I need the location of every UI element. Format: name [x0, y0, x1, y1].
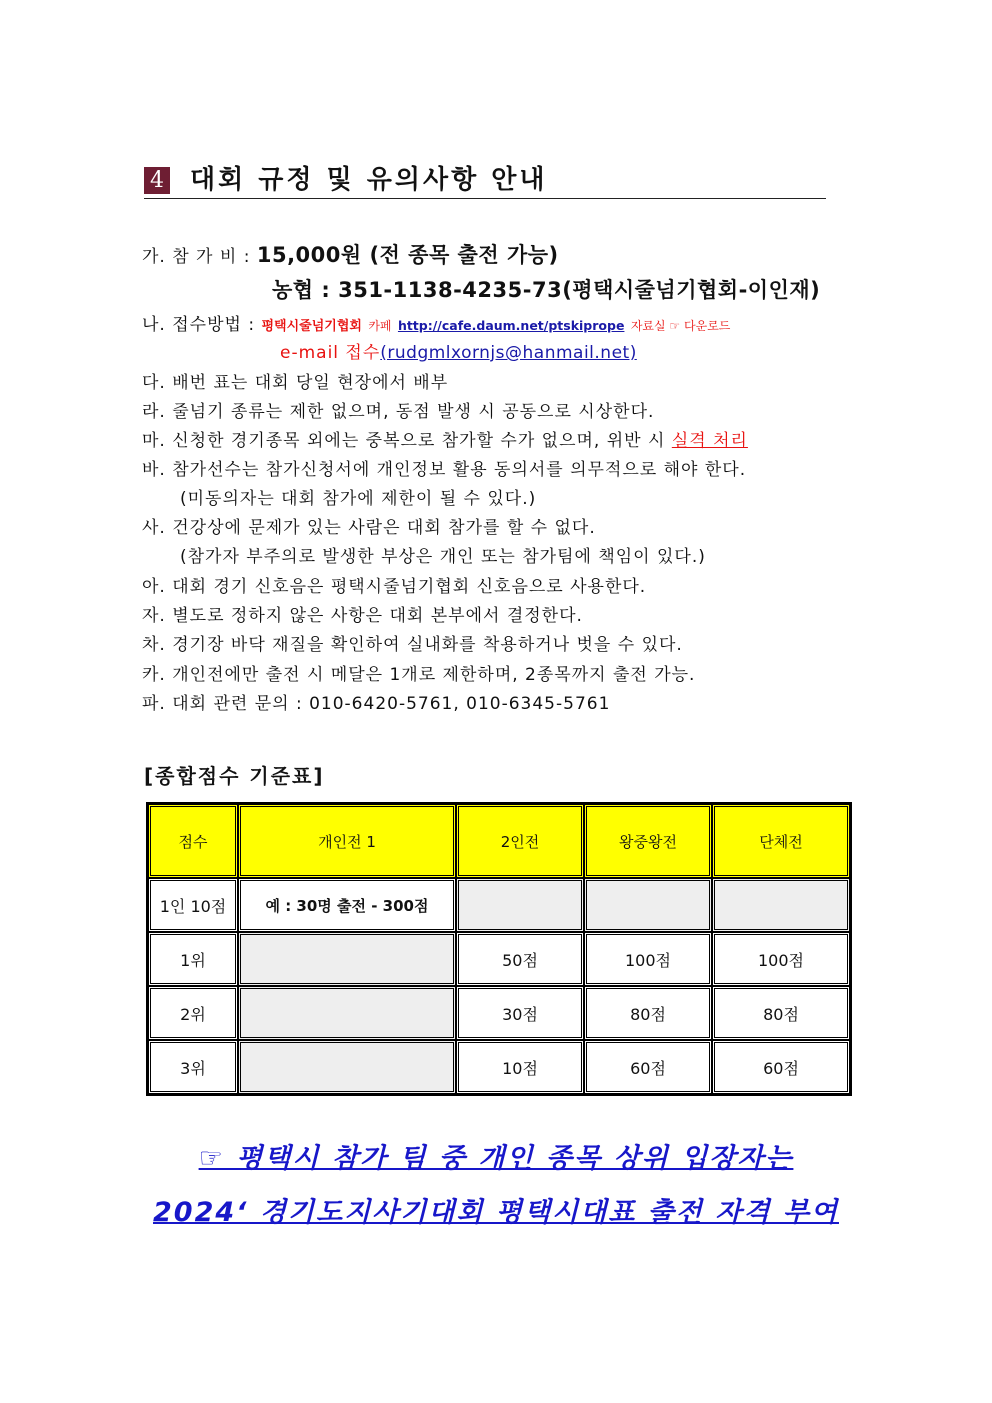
table-cell: 80점: [712, 986, 850, 1040]
table-cell: [238, 986, 456, 1040]
item-ma: [142, 430, 748, 452]
table-cell: 30점: [456, 986, 584, 1040]
email-label: e-mail 접수: [280, 343, 381, 363]
header-cell: 점수: [148, 804, 238, 878]
table-cell: [712, 878, 850, 932]
org-name: 평택시줄넘기협회: [261, 319, 362, 334]
table-cell: 10점: [456, 1040, 584, 1094]
item-ka: 카. 개인전에만 출전 시 메달은 1개로 제한하며, 2종목까지 출전 가능.: [142, 665, 696, 685]
table-cell: 60점: [712, 1040, 850, 1094]
bank-account: 농협 : 351-1138-4235-73(평택시줄넘기협회-이인재): [272, 278, 821, 302]
item-pa: 파. 대회 관련 문의 : 010-6420-5761, 010-6345-5761: [142, 694, 611, 714]
table-cell: [584, 878, 712, 932]
email-link[interactable]: (rudgmlxornjs@hanmail.net): [380, 343, 637, 363]
header-cell: 단체전: [712, 804, 850, 878]
score-table-title: [종합점수 기준표]: [144, 764, 325, 788]
section-header: [144, 164, 826, 199]
header-cell: 개인전 1: [238, 804, 456, 878]
table-cell: 1인 10점: [148, 878, 238, 932]
section-title: 대회 규정 및 유의사항 안내: [190, 165, 548, 195]
item-ba-note: (미동의자는 대회 참가에 제한이 될 수 있다.): [180, 489, 537, 509]
section-number-badge: 4: [144, 167, 170, 194]
table-row: [148, 1040, 850, 1094]
item-na-label: 나. 접수방법 :: [142, 315, 256, 335]
cafe-label: 카페: [368, 319, 392, 333]
item-sa-note: (참가자 부주의로 발생한 부상은 개인 또는 참가팀에 책임이 있다.): [180, 547, 706, 567]
header-cell: 2인전: [456, 804, 584, 878]
table-cell: 50점: [456, 932, 584, 986]
table-row: [148, 932, 850, 986]
download-note: 자료실 ☞ 다운로드: [630, 319, 731, 333]
table-cell: [238, 932, 456, 986]
item-ra: 라. 줄넘기 종류는 제한 없으며, 동점 발생 시 공동으로 시상한다.: [142, 402, 655, 422]
item-ga-label: 가. 참 가 비 :: [142, 247, 251, 267]
table-cell: 3위: [148, 1040, 238, 1094]
footer-line-1: [0, 1136, 992, 1175]
table-cell: [456, 878, 584, 932]
table-cell: 60점: [584, 1040, 712, 1094]
header-cell: 왕중왕전: [584, 804, 712, 878]
item-na: [142, 314, 730, 338]
item-ga-bank: [272, 279, 820, 303]
item-cha: 차. 경기장 바닥 재질을 확인하여 실내화를 착용하거나 벗을 수 있다.: [142, 635, 683, 655]
table-cell: 1위: [148, 932, 238, 986]
table-cell: 2위: [148, 986, 238, 1040]
footer-line-2: [0, 1190, 992, 1229]
item-da: 다. 배번 표는 대회 당일 현장에서 배부: [142, 373, 449, 393]
disqualification-note: 실격 처리: [671, 431, 748, 451]
table-cell: 80점: [584, 986, 712, 1040]
table-cell: 100점: [584, 932, 712, 986]
table-header-row: [148, 804, 850, 878]
item-na-email: [280, 342, 637, 364]
score-table: [146, 802, 852, 1096]
item-sa: 사. 건강상에 문제가 있는 사람은 대회 참가를 할 수 없다.: [142, 518, 596, 538]
table-row: [148, 986, 850, 1040]
table-cell: 100점: [712, 932, 850, 986]
footer-text-1: ☞ 평택시 참가 팀 중 개인 종목 상위 입장자는: [198, 1143, 794, 1174]
item-ga-fee: 15,000원 (전 종목 출전 가능): [256, 243, 559, 267]
item-ba: 바. 참가선수는 참가신청서에 개인정보 활용 동의서를 의무적으로 해야 한다.: [142, 460, 747, 480]
table-row: [148, 878, 850, 932]
footer-text-2: 2024‘ 경기도지사기대회 평택시대표 출전 자격 부여: [153, 1197, 839, 1228]
item-ma-text: 마. 신청한 경기종목 외에는 중복으로 참가할 수가 없으며, 위반 시: [142, 431, 666, 451]
table-cell: [238, 1040, 456, 1094]
table-cell: 예 : 30명 출전 - 300점: [238, 878, 456, 932]
cafe-url-link[interactable]: http://cafe.daum.net/ptskiprope: [397, 318, 625, 333]
item-ga: [142, 244, 559, 268]
item-ja: 자. 별도로 정하지 않은 사항은 대회 본부에서 결정한다.: [142, 606, 583, 626]
item-a: 아. 대회 경기 신호음은 평택시줄넘기협회 신호음으로 사용한다.: [142, 577, 647, 597]
